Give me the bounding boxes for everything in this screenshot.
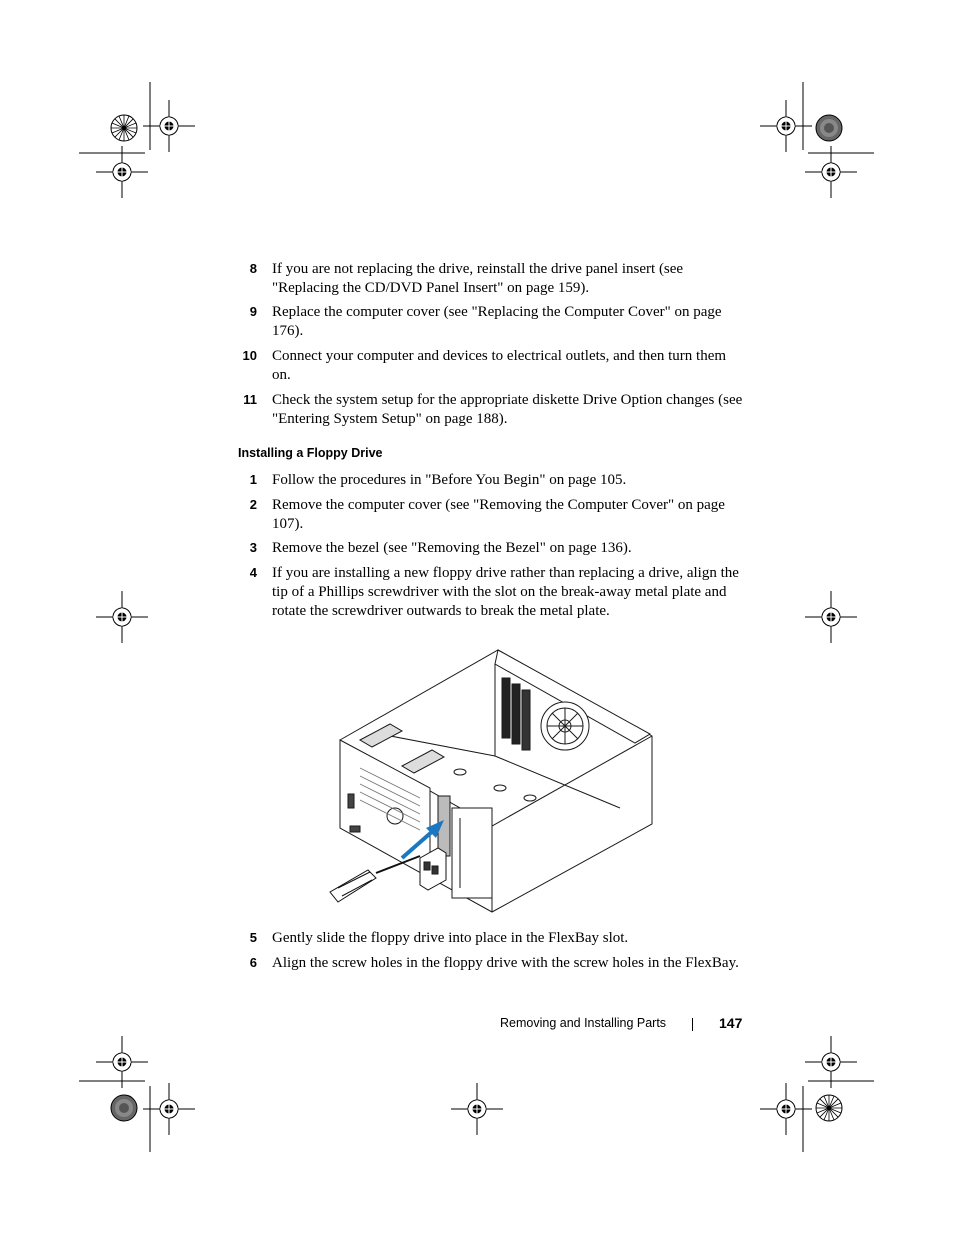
step-number: 6 — [249, 955, 257, 970]
step-text: Connect your computer and devices to electrical outlets, and then turn them on. — [272, 348, 727, 383]
page-number: 147 — [719, 1015, 743, 1031]
step-number: 1 — [249, 472, 257, 487]
step-number: 3 — [249, 540, 257, 555]
step-number: 10 — [242, 348, 257, 363]
step-number: 2 — [249, 497, 257, 512]
step-text: Follow the procedures in "Before You Begin" on page 105. — [272, 472, 627, 488]
step-number: 9 — [249, 304, 257, 319]
step-text: Remove the bezel (see "Removing the Bezel" on page 136). — [272, 540, 632, 556]
step-text: If you are not replacing the drive, reinstall the drive panel insert (see "Replacing the CD/DVD Panel Insert" on page 159). — [272, 261, 684, 296]
step-text: Gently slide the floppy drive into place in the FlexBay slot. — [272, 930, 629, 946]
step-text: Replace the computer cover (see "Replacing the Computer Cover" on page 176). — [272, 304, 722, 339]
computer-chassis-illustration — [320, 648, 660, 916]
step-text: Align the screw holes in the floppy drive with the screw holes in the FlexBay. — [272, 955, 739, 971]
step-text: Check the system setup for the appropriate diskette Drive Option changes (see "Entering System Setup" on page 188). — [272, 392, 743, 427]
step-number: 4 — [249, 565, 257, 580]
step-text: If you are installing a new floppy drive rather than replacing a drive, align the tip of a Phillips screwdriver with the slot on the break-away metal plate and rotate the screwdriver outwards to break the metal plate. — [272, 565, 739, 619]
step-number: 8 — [249, 261, 257, 276]
step-number: 11 — [243, 392, 257, 407]
step-text: Remove the computer cover (see "Removing the Computer Cover" on page 107). — [272, 497, 725, 532]
step-number: 5 — [249, 930, 257, 945]
footer-divider — [692, 1018, 693, 1031]
footer-section-title: Removing and Installing Parts — [500, 1016, 667, 1030]
section-heading: Installing a Floppy Drive — [238, 446, 383, 460]
